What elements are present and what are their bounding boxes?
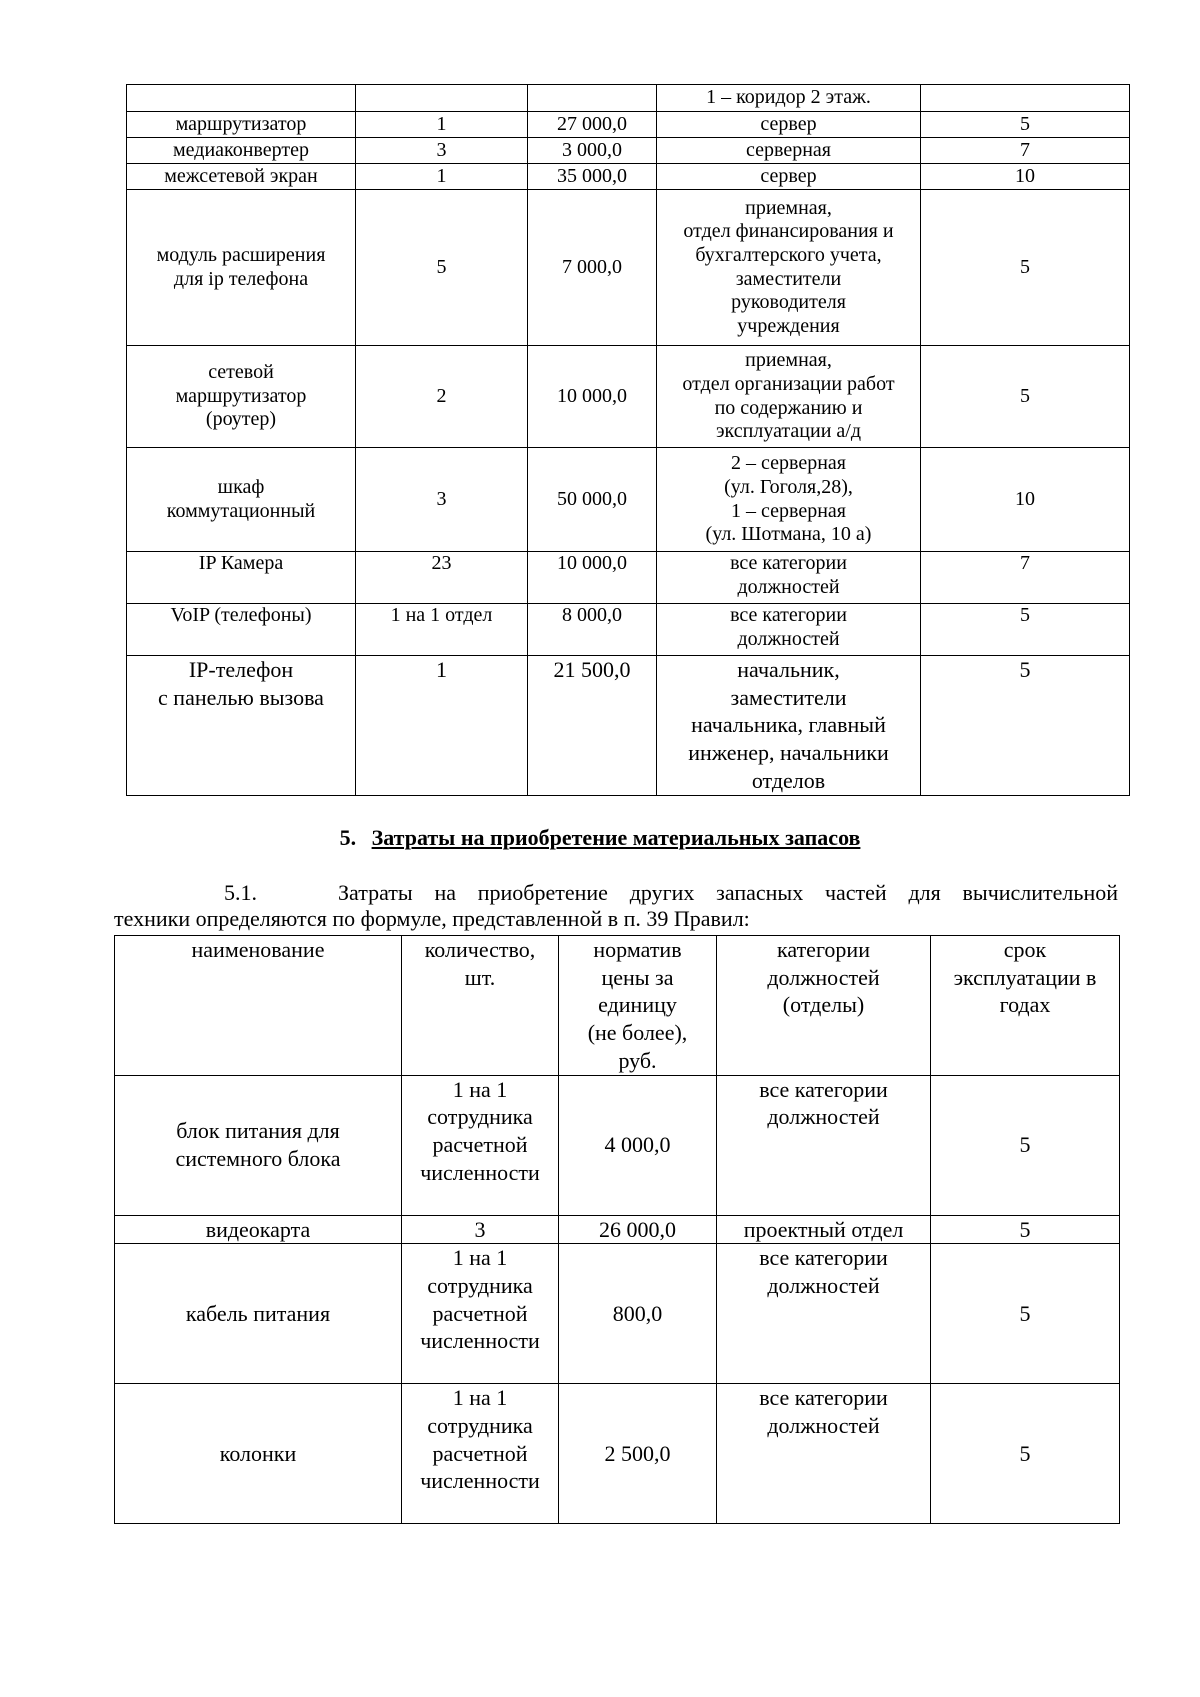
department-cell — [717, 1075, 931, 1215]
cell-line: (ул. Шотмана, 10 а) — [705, 523, 872, 546]
price-cell: 4 000,0 — [559, 1075, 717, 1215]
name-cell — [127, 190, 356, 346]
name-cell — [115, 1384, 402, 1524]
quantity-cell — [402, 1215, 559, 1244]
cell-line: сотрудника — [427, 1104, 533, 1130]
table-row — [127, 190, 1130, 346]
cell-line: заместители — [730, 684, 847, 710]
quantity-cell — [356, 85, 528, 112]
table-row — [127, 346, 1130, 448]
name-cell — [115, 1215, 402, 1244]
table-row — [127, 448, 1130, 552]
cell-line: руководителя — [731, 291, 846, 314]
department-cell — [717, 1244, 931, 1384]
cell-line: видеокарта — [205, 1216, 311, 1242]
table-row — [127, 656, 1130, 796]
cell-line: 1 – серверная — [731, 499, 846, 522]
header-name — [115, 936, 402, 1076]
cell-line: отдел финансирования и — [683, 220, 894, 243]
quantity-cell: 1 — [356, 164, 528, 190]
cell-line: 1 на 1 — [452, 1076, 508, 1102]
quantity-cell: 23 — [356, 552, 528, 604]
cell-line: колонки — [219, 1440, 297, 1466]
department-cell: 1 – коридор 2 этаж. — [657, 85, 921, 112]
price-cell: 800,0 — [559, 1244, 717, 1384]
quantity-cell: 1 — [356, 112, 528, 138]
table-row — [127, 552, 1130, 604]
cell-line: отделов — [751, 767, 826, 793]
years-cell: 5 — [921, 604, 1130, 656]
price-cell: 10 000,0 — [528, 552, 657, 604]
cell-line: численности — [420, 1159, 540, 1185]
department-cell — [657, 552, 921, 604]
table-row — [127, 138, 1130, 164]
cell-line: 2 – серверная — [731, 452, 846, 475]
years-cell — [921, 85, 1130, 112]
cell-line: все категории — [759, 1076, 888, 1102]
department-cell — [657, 346, 921, 448]
cell-line: все категории — [730, 552, 847, 574]
years-cell: 10 — [921, 164, 1130, 190]
cell-line: должностей — [767, 1104, 880, 1130]
table-row — [115, 1244, 1120, 1384]
name-cell — [127, 346, 356, 448]
section-title: Затраты на приобретение материальных запасов — [371, 825, 861, 850]
header-price — [559, 936, 717, 1076]
cell-line: бухгалтерского учета, — [695, 243, 882, 266]
table-row — [127, 604, 1130, 656]
name-cell — [127, 85, 356, 112]
cell-line: количество, — [424, 937, 536, 962]
quantity-cell — [402, 1384, 559, 1524]
department-cell — [657, 190, 921, 346]
cell-line: системного блока — [175, 1146, 341, 1172]
quantity-cell: 3 — [356, 138, 528, 164]
department-cell — [657, 448, 921, 552]
paragraph-number: 5.1. — [224, 880, 257, 905]
price-cell: 7 000,0 — [528, 190, 657, 346]
department-cell: сервер — [657, 164, 921, 190]
cell-line: отдел организации работ — [682, 372, 895, 395]
table-row — [127, 85, 1130, 112]
table-row — [115, 1215, 1120, 1244]
cell-line: шт. — [464, 964, 496, 990]
paragraph-text-line2: техники определяются по формуле, представленной в п. 39 Правил: — [114, 906, 750, 932]
years-cell: 10 — [921, 448, 1130, 552]
quantity-cell: 1 на 1 отдел — [356, 604, 528, 656]
name-cell: VoIP (телефоны) — [127, 604, 356, 656]
cell-line: (отделы) — [782, 992, 865, 1018]
price-cell: 2 500,0 — [559, 1384, 717, 1524]
cell-line: расчетной — [432, 1132, 528, 1158]
years-cell: 5 — [921, 112, 1130, 138]
section-heading — [0, 825, 1200, 851]
cell-line: 1 на 1 — [452, 1385, 508, 1411]
price-cell: 35 000,0 — [528, 164, 657, 190]
price-cell: 26 000,0 — [559, 1215, 717, 1244]
cell-line: сотрудника — [427, 1273, 533, 1299]
name-cell — [115, 1244, 402, 1384]
cell-line: (ул. Гоголя,28), — [724, 475, 853, 498]
table-row — [127, 112, 1130, 138]
department-cell: серверная — [657, 138, 921, 164]
cell-line: эксплуатации в — [953, 964, 1097, 990]
cell-line: кабель питания — [185, 1300, 331, 1326]
name-cell: IP Камера — [127, 552, 356, 604]
cell-line: для ip телефона — [173, 267, 309, 290]
header-years — [931, 936, 1120, 1076]
cell-line: сотрудника — [427, 1413, 533, 1439]
cell-line: цены за — [601, 964, 674, 990]
price-cell: 50 000,0 — [528, 448, 657, 552]
cell-line: расчетной — [432, 1300, 528, 1326]
department-cell — [717, 1384, 931, 1524]
cell-line: с панелью вызова — [158, 684, 324, 710]
cell-line: руб. — [618, 1047, 657, 1073]
table-row — [127, 164, 1130, 190]
cell-line: начальник, — [737, 657, 840, 682]
cell-line: срок — [1003, 937, 1047, 962]
quantity-cell — [402, 1075, 559, 1215]
years-cell: 5 — [931, 1215, 1120, 1244]
equipment-table-continued — [126, 84, 1130, 796]
cell-line: (не более), — [587, 1020, 688, 1046]
table-row — [115, 1384, 1120, 1524]
quantity-cell: 5 — [356, 190, 528, 346]
cell-line: 3 — [474, 1216, 486, 1242]
cell-line: блок питания для — [176, 1118, 340, 1144]
paragraph-text-line1: Затраты на приобретение других запасных частей для вычислительной — [338, 880, 1118, 905]
years-cell: 7 — [921, 138, 1130, 164]
price-cell: 27 000,0 — [528, 112, 657, 138]
price-cell: 8 000,0 — [528, 604, 657, 656]
cell-line: категории — [777, 937, 870, 962]
cell-line: норматив — [593, 937, 682, 962]
header-department — [717, 936, 931, 1076]
cell-line: годах — [999, 992, 1051, 1018]
cell-line: наименование — [191, 937, 325, 962]
cell-line: коммутационный — [166, 499, 316, 522]
years-cell: 5 — [931, 1244, 1120, 1384]
name-cell: медиаконвертер — [127, 138, 356, 164]
name-cell — [115, 1075, 402, 1215]
section-number: 5. — [339, 825, 357, 850]
quantity-cell — [402, 1244, 559, 1384]
cell-line: приемная, — [745, 349, 832, 372]
years-cell: 5 — [931, 1384, 1120, 1524]
price-cell: 21 500,0 — [528, 656, 657, 796]
table-row — [115, 1075, 1120, 1215]
quantity-cell: 2 — [356, 346, 528, 448]
name-cell: маршрутизатор — [127, 112, 356, 138]
cell-line: IP-телефон — [188, 657, 294, 682]
years-cell: 5 — [931, 1075, 1120, 1215]
cell-line: расчетной — [432, 1440, 528, 1466]
cell-line: (роутер) — [205, 408, 277, 431]
paragraph-5-1 — [114, 880, 1118, 933]
cell-line: приемная, — [745, 196, 832, 219]
years-cell: 7 — [921, 552, 1130, 604]
cell-line: по содержанию и — [714, 396, 863, 419]
cell-line: маршрутизатор — [175, 384, 307, 407]
cell-line: должностей — [767, 1273, 880, 1299]
cell-line: должностей — [767, 964, 880, 990]
cell-line: единицу — [598, 992, 677, 1018]
cell-line: проектный отдел — [743, 1216, 904, 1242]
years-cell: 5 — [921, 346, 1130, 448]
name-cell — [127, 656, 356, 796]
department-cell — [657, 604, 921, 656]
cell-line: начальника, главный — [691, 712, 886, 738]
header-quantity — [402, 936, 559, 1076]
cell-line: сетевой — [208, 361, 274, 384]
name-cell — [127, 448, 356, 552]
price-cell: 3 000,0 — [528, 138, 657, 164]
quantity-cell: 3 — [356, 448, 528, 552]
cell-line: численности — [420, 1468, 540, 1494]
price-cell: 10 000,0 — [528, 346, 657, 448]
price-cell — [528, 85, 657, 112]
cell-line: учреждения — [737, 314, 840, 337]
cell-line: должностей — [737, 575, 840, 598]
quantity-cell: 1 — [356, 656, 528, 796]
cell-line: инженер, начальники — [688, 740, 889, 766]
years-cell: 5 — [921, 190, 1130, 346]
cell-line: должностей — [737, 627, 840, 650]
department-cell — [657, 656, 921, 796]
cell-line: шкаф — [217, 475, 265, 498]
department-cell — [717, 1215, 931, 1244]
cell-line: все категории — [759, 1385, 888, 1411]
cell-line: 1 на 1 — [452, 1245, 508, 1271]
cell-line: все категории — [730, 604, 847, 626]
department-cell: сервер — [657, 112, 921, 138]
cell-line: все категории — [759, 1245, 888, 1271]
years-cell: 5 — [921, 656, 1130, 796]
name-cell: межсетевой экран — [127, 164, 356, 190]
spare-parts-table — [114, 935, 1120, 1524]
cell-line: должностей — [767, 1413, 880, 1439]
table-header-row — [115, 936, 1120, 1076]
cell-line: численности — [420, 1328, 540, 1354]
cell-line: модуль расширения — [156, 243, 326, 266]
cell-line: заместители — [735, 267, 842, 290]
cell-line: эксплуатации а/д — [715, 420, 862, 443]
